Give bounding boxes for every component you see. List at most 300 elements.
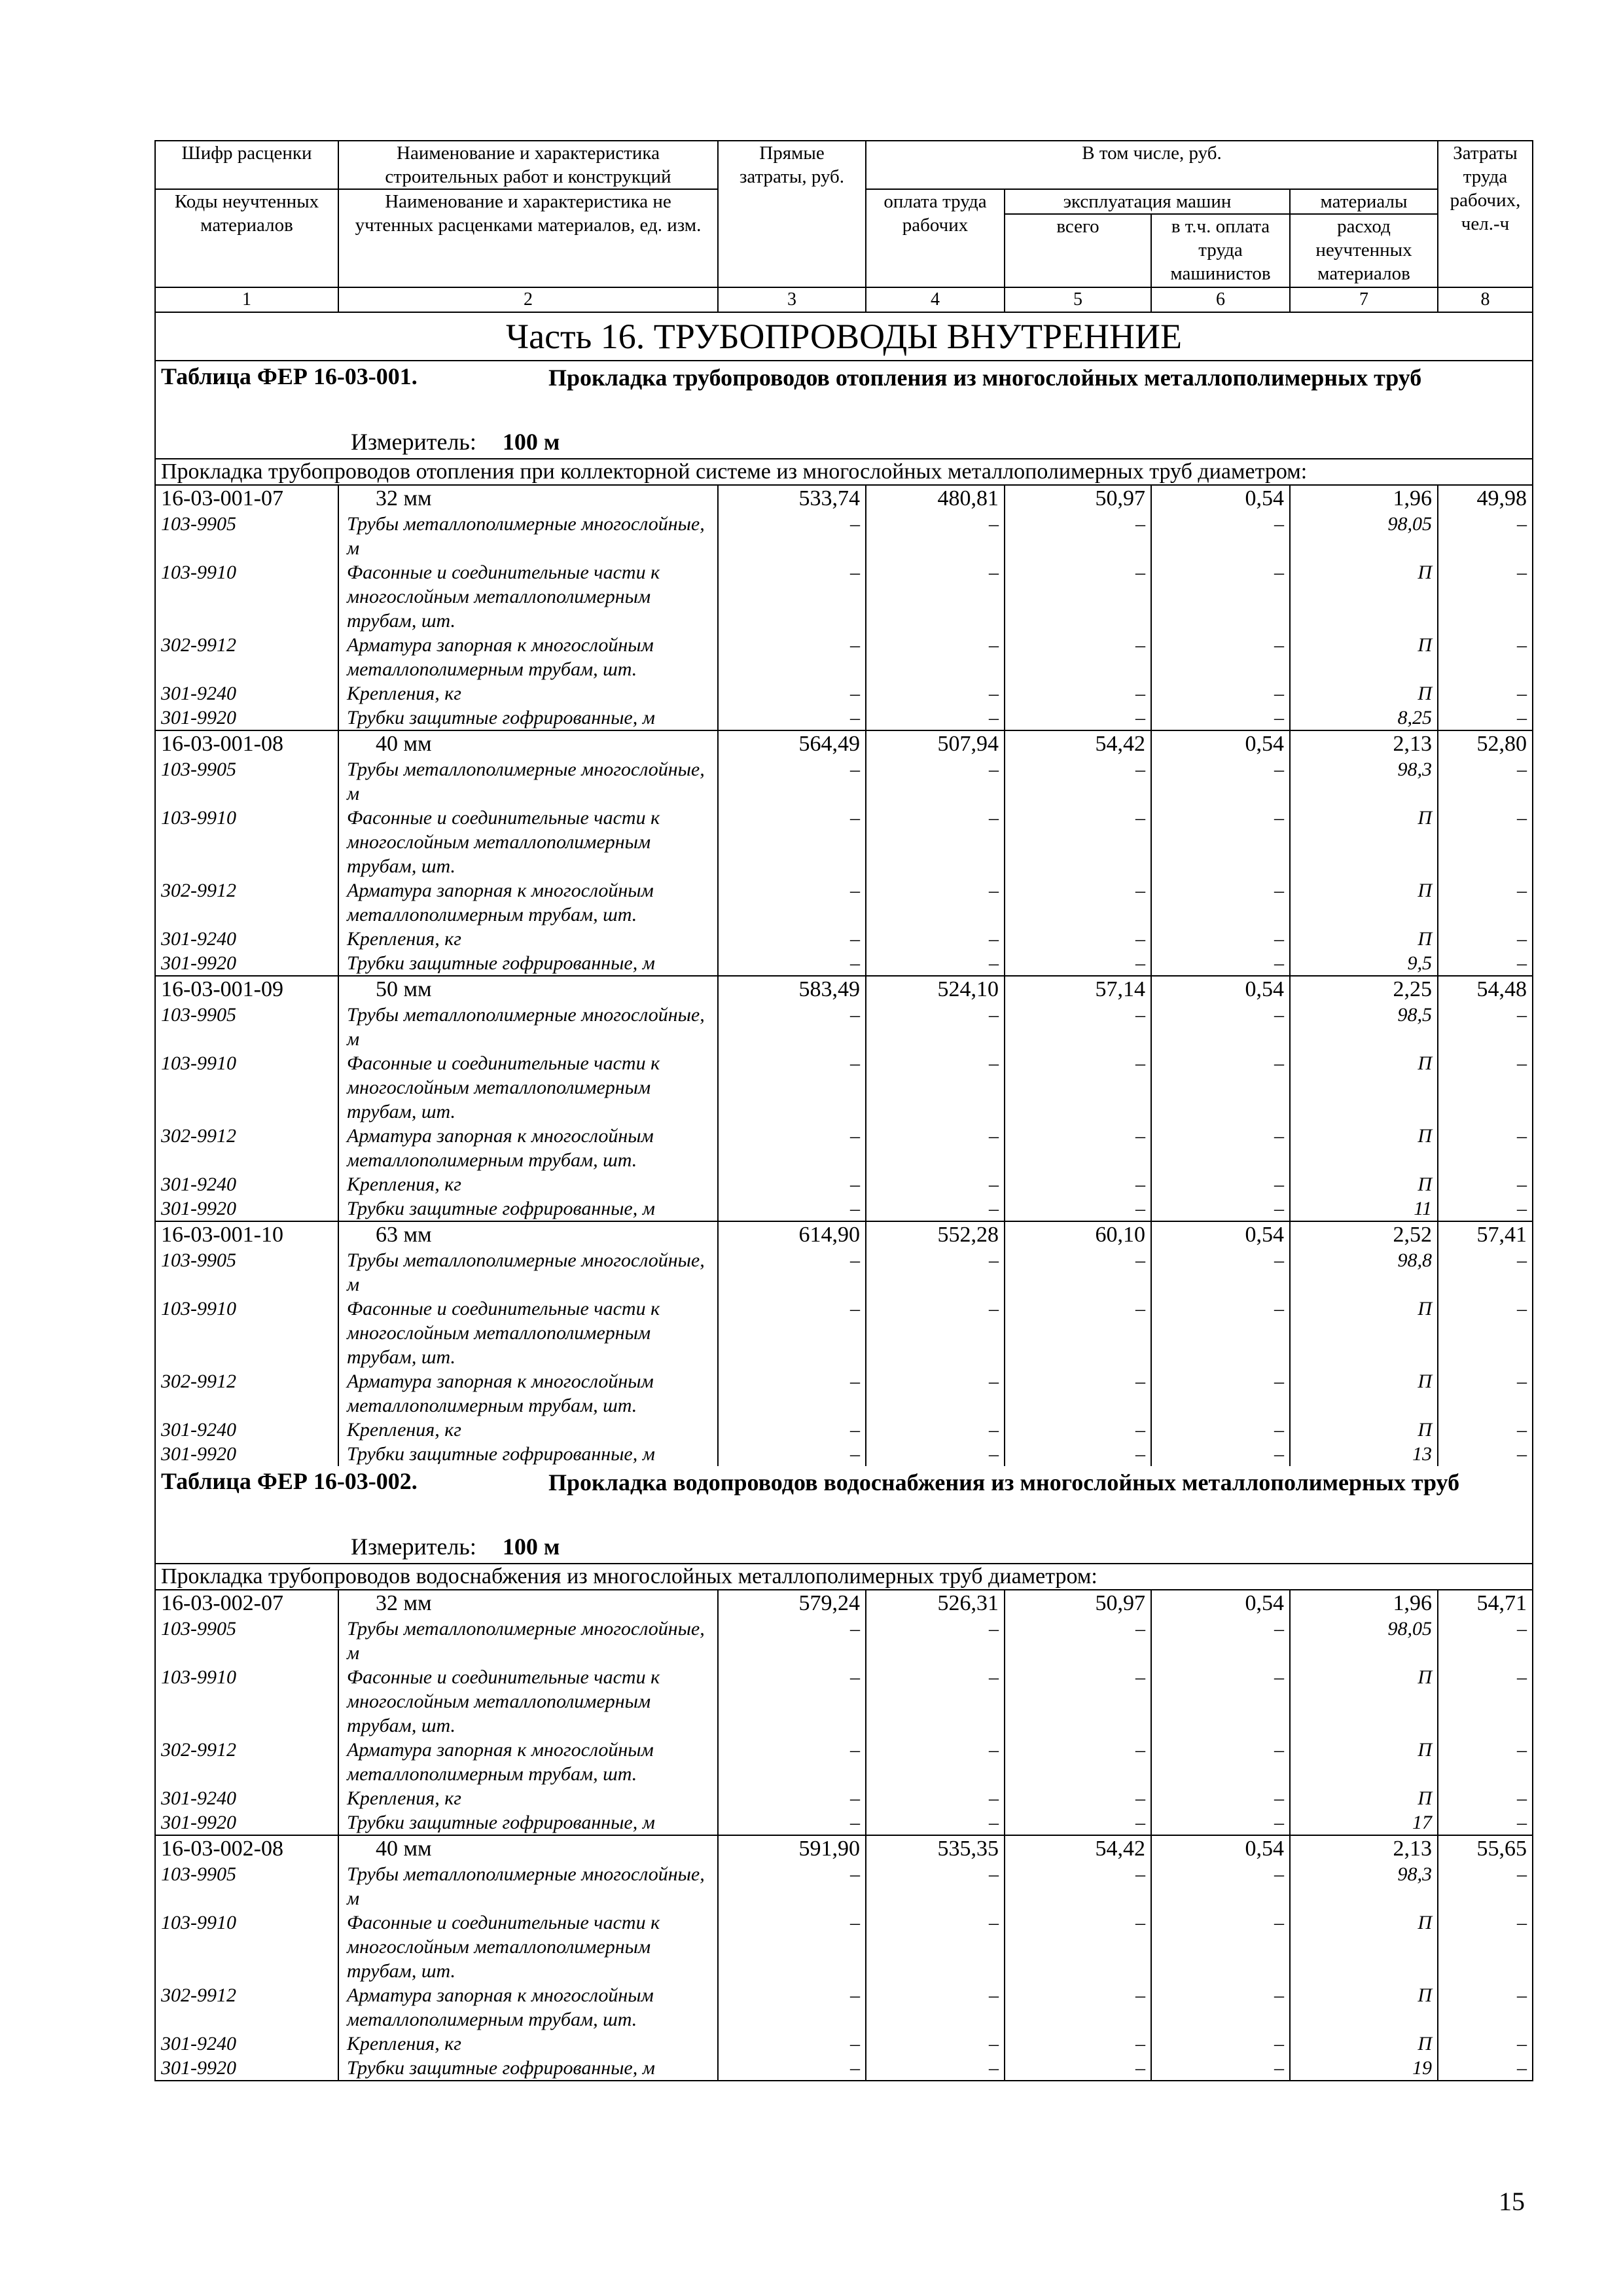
resource-dash: –: [866, 951, 1005, 976]
rate-value: 57,14: [1005, 976, 1151, 1003]
resource-row: [155, 1442, 1533, 1466]
rate-value: 614,90: [718, 1221, 866, 1248]
resource-dash: –: [1151, 1124, 1290, 1172]
resource-name: Фасонные и соединительные части к многослойным металлополимерным трубам, шт.: [338, 560, 718, 633]
resource-dash: –: [1438, 1196, 1533, 1221]
rate-value: 0,54: [1151, 1590, 1290, 1617]
resource-dash: –: [866, 1369, 1005, 1418]
table-caption: [155, 1466, 1533, 1564]
resource-name: Трубы металлополимерные многослойные, м: [338, 1248, 718, 1297]
rate-value: 583,49: [718, 976, 866, 1003]
resource-dash: –: [1151, 757, 1290, 806]
resource-code: 103-9910: [155, 806, 338, 878]
rate-code: 16-03-001-09: [155, 976, 338, 1003]
rate-row: [155, 730, 1533, 757]
resource-dash: –: [866, 560, 1005, 633]
resource-dash: –: [1151, 1369, 1290, 1418]
resource-dash: –: [866, 1665, 1005, 1738]
resource-dash: –: [1151, 1910, 1290, 1983]
resource-row: [155, 927, 1533, 951]
resource-dash: –: [1005, 1862, 1151, 1910]
rate-value: 1,96: [1290, 485, 1438, 512]
resource-name: Трубки защитные гофрированные, м: [338, 706, 718, 730]
resource-dash: –: [1005, 1124, 1151, 1172]
resource-dash: –: [1438, 1810, 1533, 1835]
resource-dash: –: [1438, 681, 1533, 706]
resource-dash: –: [1438, 1051, 1533, 1124]
resource-dash: –: [1005, 2056, 1151, 2081]
rate-value: 2,25: [1290, 976, 1438, 1003]
resource-quantity: П: [1290, 560, 1438, 633]
resource-name: Арматура запорная к многослойным металлополимерным трубам, шт.: [338, 1983, 718, 2032]
resource-quantity: П: [1290, 1051, 1438, 1124]
resource-dash: –: [718, 1248, 866, 1297]
resource-dash: –: [1151, 1003, 1290, 1051]
resource-dash: –: [718, 2032, 866, 2056]
table-header: [155, 141, 1533, 361]
resource-dash: –: [718, 806, 866, 878]
resource-name: Фасонные и соединительные части к многослойным металлополимерным трубам, шт.: [338, 1297, 718, 1369]
resource-quantity: 98,3: [1290, 757, 1438, 806]
resource-quantity: П: [1290, 1418, 1438, 1442]
rate-code: 16-03-002-08: [155, 1835, 338, 1862]
table-caption-row: [155, 361, 1533, 459]
resource-dash: –: [718, 681, 866, 706]
resource-quantity: П: [1290, 1297, 1438, 1369]
resource-dash: –: [1005, 1248, 1151, 1297]
machines-header: эксплуатация машин: [1005, 189, 1290, 214]
resource-row: [155, 1983, 1533, 2032]
resource-code: 301-9920: [155, 1810, 338, 1835]
rate-value: 55,65: [1438, 1835, 1533, 1862]
resource-dash: –: [866, 878, 1005, 927]
resource-name: Трубки защитные гофрированные, м: [338, 1810, 718, 1835]
resource-dash: –: [1438, 1442, 1533, 1466]
resource-dash: –: [1151, 2056, 1290, 2081]
resource-dash: –: [1438, 560, 1533, 633]
resource-row: [155, 1051, 1533, 1124]
resource-dash: –: [866, 1862, 1005, 1910]
resource-dash: –: [1005, 878, 1151, 927]
rate-code: 16-03-001-10: [155, 1221, 338, 1248]
resource-row: [155, 1124, 1533, 1172]
resource-row: [155, 1810, 1533, 1835]
resource-quantity: П: [1290, 1738, 1438, 1786]
rate-value: 2,52: [1290, 1221, 1438, 1248]
section-row: [155, 459, 1533, 485]
resource-dash: –: [718, 2056, 866, 2081]
resource-row: [155, 1738, 1533, 1786]
resource-row: [155, 1617, 1533, 1665]
resource-quantity: П: [1290, 1786, 1438, 1810]
resource-dash: –: [1151, 1786, 1290, 1810]
resource-dash: –: [718, 1786, 866, 1810]
rate-name: 40 мм: [338, 730, 718, 757]
resource-dash: –: [1151, 2032, 1290, 2056]
resource-name: Арматура запорная к многослойным металлополимерным трубам, шт.: [338, 1369, 718, 1418]
resource-dash: –: [1005, 951, 1151, 976]
machines-total-header: всего: [1005, 214, 1151, 287]
resource-row: [155, 1297, 1533, 1369]
resource-name: Арматура запорная к многослойным металлополимерным трубам, шт.: [338, 1124, 718, 1172]
resource-name: Трубы металлополимерные многослойные, м: [338, 1617, 718, 1665]
rate-value: 2,13: [1290, 1835, 1438, 1862]
resource-dash: –: [1438, 806, 1533, 878]
resource-quantity: П: [1290, 1172, 1438, 1196]
materials-usage-header: расход неучтенных материалов: [1290, 214, 1438, 287]
resource-dash: –: [718, 1003, 866, 1051]
resource-dash: –: [866, 2032, 1005, 2056]
resource-name: Трубы металлополимерные многослойные, м: [338, 757, 718, 806]
price-table: [154, 140, 1533, 2081]
resource-dash: –: [1005, 1983, 1151, 2032]
measure: [351, 1533, 560, 1560]
rate-value: 50,97: [1005, 485, 1151, 512]
resource-name: Трубы металлополимерные многослойные, м: [338, 1862, 718, 1910]
rate-value: 533,74: [718, 485, 866, 512]
resource-row: [155, 878, 1533, 927]
resource-code: 301-9240: [155, 2032, 338, 2056]
resource-dash: –: [1438, 951, 1533, 976]
table-code: Таблица ФЕР 16-03-001.: [161, 363, 418, 389]
column-number: 3: [718, 287, 866, 312]
resource-name: Фасонные и соединительные части к многослойным металлополимерным трубам, шт.: [338, 1910, 718, 1983]
rate-value: 50,97: [1005, 1590, 1151, 1617]
resource-name: Крепления, кг: [338, 2032, 718, 2056]
resource-dash: –: [1438, 1369, 1533, 1418]
resource-code: 301-9240: [155, 681, 338, 706]
resource-dash: –: [718, 1418, 866, 1442]
column-number: 4: [866, 287, 1005, 312]
resource-dash: –: [1151, 1738, 1290, 1786]
resource-code: 103-9905: [155, 757, 338, 806]
resource-name: Трубки защитные гофрированные, м: [338, 1442, 718, 1466]
resource-dash: –: [718, 1172, 866, 1196]
table-code: Таблица ФЕР 16-03-002.: [161, 1468, 418, 1494]
resource-quantity: 19: [1290, 2056, 1438, 2081]
resource-dash: –: [1005, 1786, 1151, 1810]
rate-name: 50 мм: [338, 976, 718, 1003]
resource-dash: –: [1438, 1003, 1533, 1051]
resource-code: 103-9905: [155, 1617, 338, 1665]
resource-dash: –: [1151, 951, 1290, 976]
resource-dash: –: [866, 806, 1005, 878]
resource-row: [155, 1665, 1533, 1738]
resource-dash: –: [718, 1442, 866, 1466]
resource-quantity: 17: [1290, 1810, 1438, 1835]
resource-name: Крепления, кг: [338, 1418, 718, 1442]
resource-dash: –: [718, 560, 866, 633]
resource-dash: –: [1151, 927, 1290, 951]
resource-dash: –: [1438, 927, 1533, 951]
resource-dash: –: [718, 1617, 866, 1665]
rate-row: [155, 1835, 1533, 1862]
resource-name: Трубки защитные гофрированные, м: [338, 1196, 718, 1221]
rate-value: 49,98: [1438, 485, 1533, 512]
resource-dash: –: [718, 1124, 866, 1172]
resource-dash: –: [866, 706, 1005, 730]
resource-quantity: 11: [1290, 1196, 1438, 1221]
rate-value: 564,49: [718, 730, 866, 757]
resource-row: [155, 633, 1533, 681]
rate-value: 54,48: [1438, 976, 1533, 1003]
measure-value: 100 м: [502, 429, 560, 455]
resource-dash: –: [1005, 633, 1151, 681]
table-caption-row: [155, 1466, 1533, 1564]
rate-value: 0,54: [1151, 1835, 1290, 1862]
resource-row: [155, 560, 1533, 633]
resource-dash: –: [866, 1738, 1005, 1786]
resource-dash: –: [866, 757, 1005, 806]
resource-dash: –: [1151, 681, 1290, 706]
resource-dash: –: [1151, 633, 1290, 681]
resource-dash: –: [1005, 681, 1151, 706]
resource-code: 103-9910: [155, 1665, 338, 1738]
column-number: 7: [1290, 287, 1438, 312]
rate-value: 54,71: [1438, 1590, 1533, 1617]
resource-row: [155, 757, 1533, 806]
page-number: 15: [1499, 2187, 1525, 2216]
resource-name: Крепления, кг: [338, 927, 718, 951]
resource-quantity: 98,5: [1290, 1003, 1438, 1051]
resource-dash: –: [866, 1196, 1005, 1221]
resource-dash: –: [866, 2056, 1005, 2081]
resource-quantity: П: [1290, 1910, 1438, 1983]
rate-value: 54,42: [1005, 730, 1151, 757]
direct-costs-header: Прямые затраты, руб.: [718, 141, 866, 287]
resource-dash: –: [1151, 560, 1290, 633]
resource-dash: –: [718, 1665, 866, 1738]
resource-code: 103-9905: [155, 1003, 338, 1051]
resource-dash: –: [866, 1248, 1005, 1297]
resource-dash: –: [1151, 1051, 1290, 1124]
resource-quantity: П: [1290, 1665, 1438, 1738]
resource-code: 302-9912: [155, 1369, 338, 1418]
section-title: Прокладка трубопроводов водоснабжения из многослойных металлополимерных труб диаметром:: [155, 1564, 1533, 1590]
rate-value: 2,13: [1290, 730, 1438, 757]
table-title: Прокладка трубопроводов отопления из многослойных металлополимерных труб: [548, 365, 1422, 391]
resource-dash: –: [1005, 757, 1151, 806]
resource-dash: –: [1005, 560, 1151, 633]
resource-row: [155, 512, 1533, 560]
resource-code: 103-9905: [155, 1248, 338, 1297]
measure-value: 100 м: [502, 1534, 560, 1560]
resource-dash: –: [1438, 878, 1533, 927]
resource-dash: –: [1005, 1910, 1151, 1983]
resource-code: 302-9912: [155, 878, 338, 927]
resource-code: 301-9920: [155, 951, 338, 976]
resource-code: 302-9912: [155, 1738, 338, 1786]
rate-value: 535,35: [866, 1835, 1005, 1862]
rate-name: 63 мм: [338, 1221, 718, 1248]
resource-name: Трубы металлополимерные многослойные, м: [338, 1003, 718, 1051]
resource-quantity: 13: [1290, 1442, 1438, 1466]
resource-quantity: П: [1290, 878, 1438, 927]
col1-bottom-header: Коды неучтенных материалов: [155, 189, 338, 287]
resource-quantity: 9,5: [1290, 951, 1438, 976]
resource-dash: –: [866, 1442, 1005, 1466]
table-caption-block: [161, 1466, 1527, 1563]
resource-dash: –: [1005, 1665, 1151, 1738]
resource-dash: –: [1151, 1862, 1290, 1910]
col2-bottom-header: Наименование и характеристика не учтенных расценками материалов, ед. изм.: [338, 189, 718, 287]
rate-value: 52,80: [1438, 730, 1533, 757]
resource-row: [155, 1418, 1533, 1442]
resource-row: [155, 1248, 1533, 1297]
resource-name: Крепления, кг: [338, 1786, 718, 1810]
resource-dash: –: [1005, 927, 1151, 951]
resource-dash: –: [1005, 512, 1151, 560]
resource-dash: –: [1438, 1172, 1533, 1196]
resource-dash: –: [1005, 1196, 1151, 1221]
column-number: 2: [338, 287, 718, 312]
resource-dash: –: [1438, 1862, 1533, 1910]
resource-dash: –: [1151, 512, 1290, 560]
rate-value: 579,24: [718, 1590, 866, 1617]
resource-row: [155, 706, 1533, 730]
resource-dash: –: [866, 1051, 1005, 1124]
resource-dash: –: [1151, 706, 1290, 730]
resource-dash: –: [1151, 1196, 1290, 1221]
resource-name: Арматура запорная к многослойным металлополимерным трубам, шт.: [338, 878, 718, 927]
resource-dash: –: [1438, 1665, 1533, 1738]
resource-dash: –: [1151, 1983, 1290, 2032]
rate-name: 32 мм: [338, 485, 718, 512]
resource-row: [155, 1196, 1533, 1221]
resource-code: 302-9912: [155, 1124, 338, 1172]
resource-dash: –: [866, 1810, 1005, 1835]
resource-code: 301-9920: [155, 1196, 338, 1221]
resource-quantity: П: [1290, 927, 1438, 951]
rate-row: [155, 976, 1533, 1003]
resource-dash: –: [866, 1124, 1005, 1172]
resource-row: [155, 1003, 1533, 1051]
rate-value: 0,54: [1151, 485, 1290, 512]
resource-dash: –: [1438, 706, 1533, 730]
resource-dash: –: [718, 927, 866, 951]
resource-dash: –: [718, 1369, 866, 1418]
resource-code: 103-9905: [155, 1862, 338, 1910]
rate-code: 16-03-001-08: [155, 730, 338, 757]
resource-code: 301-9920: [155, 706, 338, 730]
rate-row: [155, 485, 1533, 512]
column-number: 6: [1151, 287, 1290, 312]
resource-row: [155, 1172, 1533, 1196]
resource-dash: –: [1438, 1124, 1533, 1172]
resource-row: [155, 2056, 1533, 2081]
measure-label: Измеритель:: [351, 1534, 476, 1560]
rate-value: 552,28: [866, 1221, 1005, 1248]
rate-row: [155, 1221, 1533, 1248]
column-numbers-row: [155, 287, 1533, 312]
resource-row: [155, 951, 1533, 976]
resource-dash: –: [1438, 633, 1533, 681]
resource-quantity: П: [1290, 681, 1438, 706]
column-number: 1: [155, 287, 338, 312]
resource-dash: –: [1005, 706, 1151, 730]
resource-dash: –: [1005, 1418, 1151, 1442]
resource-dash: –: [1151, 1248, 1290, 1297]
resource-name: Арматура запорная к многослойным металлополимерным трубам, шт.: [338, 1738, 718, 1786]
resource-dash: –: [1005, 1738, 1151, 1786]
resource-name: Арматура запорная к многослойным металлополимерным трубам, шт.: [338, 633, 718, 681]
resource-dash: –: [718, 1862, 866, 1910]
resource-dash: –: [1438, 1617, 1533, 1665]
resource-row: [155, 1910, 1533, 1983]
resource-row: [155, 806, 1533, 878]
resource-name: Трубы металлополимерные многослойные, м: [338, 512, 718, 560]
resource-dash: –: [1438, 1738, 1533, 1786]
resource-dash: –: [1005, 1617, 1151, 1665]
resource-dash: –: [1005, 806, 1151, 878]
resource-dash: –: [1151, 878, 1290, 927]
resource-dash: –: [866, 1418, 1005, 1442]
resource-dash: –: [718, 1051, 866, 1124]
resource-dash: –: [866, 1983, 1005, 2032]
section-title: Прокладка трубопроводов отопления при коллекторной системе из многослойных металлополимерных труб диаметром:: [155, 459, 1533, 485]
resource-dash: –: [1438, 2032, 1533, 2056]
column-number: 8: [1438, 287, 1533, 312]
resource-code: 301-9920: [155, 1442, 338, 1466]
rate-code: 16-03-001-07: [155, 485, 338, 512]
resource-quantity: П: [1290, 1983, 1438, 2032]
rate-code: 16-03-002-07: [155, 1590, 338, 1617]
resource-quantity: П: [1290, 2032, 1438, 2056]
resource-dash: –: [718, 1910, 866, 1983]
resource-dash: –: [1151, 1418, 1290, 1442]
materials-header: материалы: [1290, 189, 1438, 214]
resource-dash: –: [1005, 1297, 1151, 1369]
resource-code: 302-9912: [155, 1983, 338, 2032]
resource-dash: –: [1005, 2032, 1151, 2056]
resource-name: Трубки защитные гофрированные, м: [338, 951, 718, 976]
resource-dash: –: [1438, 1786, 1533, 1810]
resource-code: 301-9240: [155, 927, 338, 951]
resource-dash: –: [718, 1297, 866, 1369]
resource-dash: –: [1151, 1665, 1290, 1738]
resource-dash: –: [866, 1297, 1005, 1369]
resource-dash: –: [1151, 1442, 1290, 1466]
resource-dash: –: [718, 1983, 866, 2032]
resource-dash: –: [1151, 1297, 1290, 1369]
resource-dash: –: [1438, 1983, 1533, 2032]
rate-name: 40 мм: [338, 1835, 718, 1862]
machinists-pay-header: в т.ч. оплата труда машинистов: [1151, 214, 1290, 287]
resource-dash: –: [866, 1003, 1005, 1051]
resource-code: 301-9240: [155, 1418, 338, 1442]
resource-quantity: 98,3: [1290, 1862, 1438, 1910]
resource-name: Фасонные и соединительные части к многослойным металлополимерным трубам, шт.: [338, 1051, 718, 1124]
resource-dash: –: [1005, 1810, 1151, 1835]
resource-name: Фасонные и соединительные части к многослойным металлополимерным трубам, шт.: [338, 1665, 718, 1738]
including-header: В том числе, руб.: [866, 141, 1438, 189]
resource-dash: –: [866, 927, 1005, 951]
resource-quantity: П: [1290, 806, 1438, 878]
rate-row: [155, 1590, 1533, 1617]
resource-dash: –: [718, 1738, 866, 1786]
resource-dash: –: [866, 1910, 1005, 1983]
resource-dash: –: [718, 633, 866, 681]
resource-code: 103-9910: [155, 560, 338, 633]
resource-row: [155, 681, 1533, 706]
labor-pay-header: оплата труда рабочих: [866, 189, 1005, 287]
resource-dash: –: [718, 1810, 866, 1835]
rate-value: 526,31: [866, 1590, 1005, 1617]
resource-dash: –: [718, 951, 866, 976]
resource-row: [155, 1862, 1533, 1910]
resource-code: 103-9910: [155, 1910, 338, 1983]
resource-row: [155, 1786, 1533, 1810]
